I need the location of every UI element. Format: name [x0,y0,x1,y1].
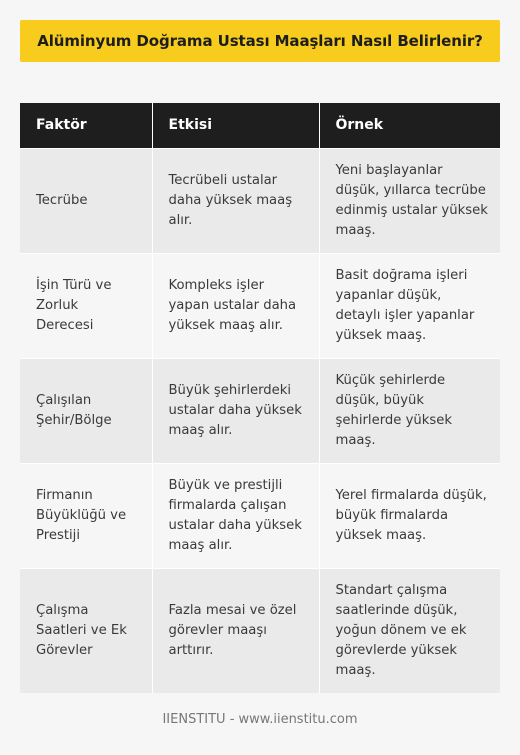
effect-cell: Kompleks işler yapan ustalar daha yüksek maaş alır. [152,253,319,358]
title-banner [20,20,500,62]
table-row [20,463,500,568]
column-header-factor: Faktör [20,103,152,148]
table-row [20,253,500,358]
column-header-example: Örnek [319,103,500,148]
effect-cell: Büyük ve prestijli firmalarda çalışan ustalar daha yüksek maaş alır. [152,463,319,568]
table-row [20,148,500,253]
example-cell: Küçük şehirlerde düşük, büyük şehirlerde yüksek maaş. [319,358,500,463]
effect-cell: Tecrübeli ustalar daha yüksek maaş alır. [152,148,319,253]
effect-cell: Büyük şehirlerdeki ustalar daha yüksek maaş alır. [152,358,319,463]
column-header-effect: Etkisi [152,103,319,148]
factor-cell: İşin Türü ve Zorluk Derecesi [20,253,152,358]
effect-cell: Fazla mesai ve özel görevler maaşı arttırır. [152,568,319,693]
factor-cell: Firmanın Büyüklüğü ve Prestiji [20,463,152,568]
table-row [20,358,500,463]
factor-cell: Çalışma Saatleri ve Ek Görevler [20,568,152,693]
example-cell: Standart çalışma saatlerinde düşük, yoğun dönem ve ek görevlerde yüksek maaş. [319,568,500,693]
table-header-row [20,103,500,148]
factor-cell: Tecrübe [20,148,152,253]
table-row [20,568,500,693]
page-title: Alüminyum Doğrama Ustası Maaşları Nasıl Belirlenir? [37,32,483,50]
example-cell: Yeni başlayanlar düşük, yıllarca tecrübe edinmiş ustalar yüksek maaş. [319,148,500,253]
factor-cell: Çalışılan Şehir/Bölge [20,358,152,463]
footer-credit: IIENSTITU - www.iienstitu.com [162,712,358,727]
example-cell: Yerel firmalarda düşük, büyük firmalarda yüksek maaş. [319,463,500,568]
salary-factors-table [20,103,500,693]
example-cell: Basit doğrama işleri yapanlar düşük, detaylı işler yapanlar yüksek maaş. [319,253,500,358]
